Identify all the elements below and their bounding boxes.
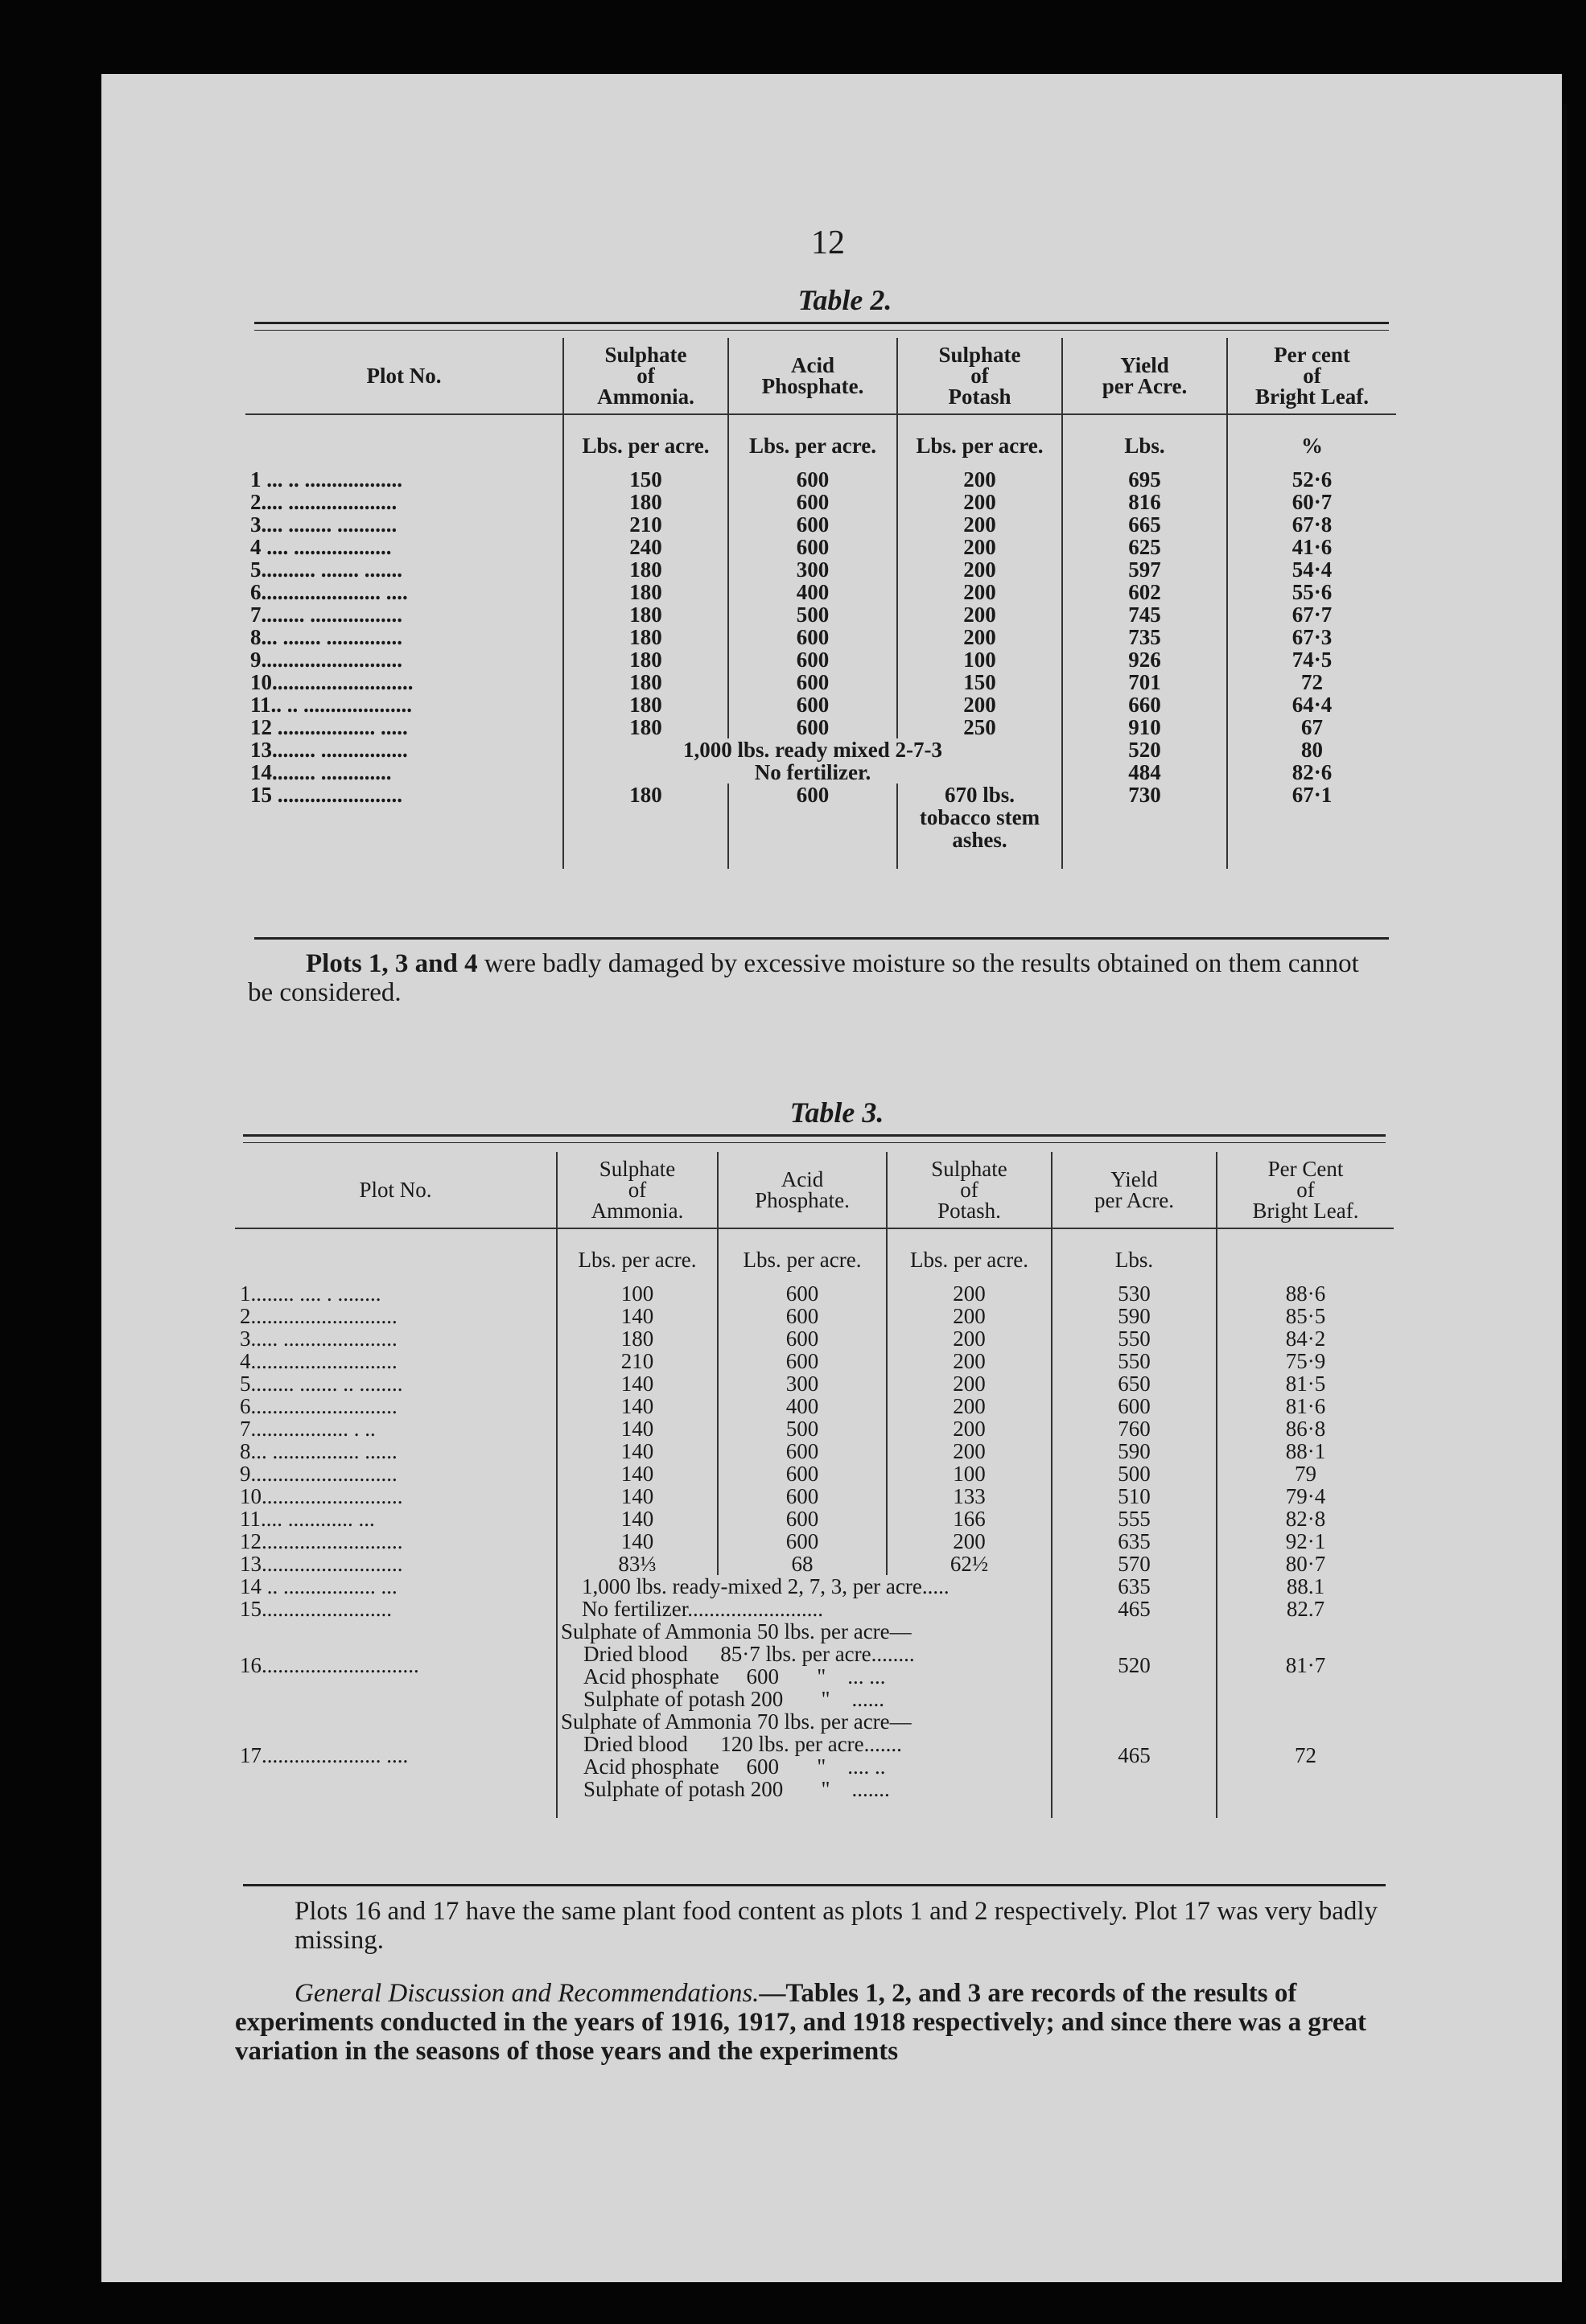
table3-note: Plots 16 and 17 have the same plant food content as plots 1 and 2 respectively. Plot 17 was very badly missing. (295, 1897, 1378, 1955)
table-cell: 15........................ (240, 1597, 392, 1621)
page-edge (1562, 105, 1567, 2260)
table-cell: 52·6 (1227, 468, 1396, 491)
fertilizer-line: Acid phosphate 600 " .... .. (583, 1754, 886, 1779)
table-cell: 180 (563, 491, 728, 513)
table-cell: 400 (718, 1395, 887, 1417)
table-cell: 14........ ............. (250, 760, 392, 784)
table-cell: 200 (897, 626, 1062, 648)
table-cell: 79·4 (1217, 1485, 1394, 1508)
table2-top-rule (254, 322, 1389, 324)
table-cell: 5........ ....... .. ........ (240, 1372, 403, 1396)
table-cell: 140 (557, 1485, 718, 1508)
table-cell: 602 (1062, 581, 1227, 603)
table-cell: 13........ ................ (250, 738, 408, 762)
table-cell: 16............................. (240, 1653, 419, 1677)
table-row (235, 1372, 1394, 1395)
table-row (235, 1305, 1394, 1327)
table-cell: 72 (1217, 1710, 1394, 1818)
table-cell: 200 (897, 603, 1062, 626)
table-cell: 10.......................... (240, 1484, 403, 1508)
table-cell: 600 (718, 1305, 887, 1327)
table-cell: 600 (728, 536, 897, 558)
table-row (245, 626, 1396, 648)
table-row (235, 1530, 1394, 1553)
table-cell: 570 (1052, 1553, 1217, 1575)
fertilizer-line: Dried blood 85·7 lbs. per acre........ (583, 1642, 915, 1666)
table-cell: 41·6 (1227, 536, 1396, 558)
table-row (245, 738, 1396, 761)
table-cell: 200 (897, 513, 1062, 536)
table-cell: 600 (728, 468, 897, 491)
table-cell: 6...................... .... (250, 580, 408, 604)
table-cell: 250 (897, 716, 1062, 738)
t3-header-potash: Sulphate of Potash. (887, 1152, 1052, 1228)
table-row (235, 1282, 1394, 1305)
table-cell: 67 (1227, 716, 1396, 738)
table-cell: 200 (887, 1440, 1052, 1462)
table-cell: 180 (563, 626, 728, 648)
table-row (235, 1395, 1394, 1417)
table-cell: 54·4 (1227, 558, 1396, 581)
table-cell: 200 (887, 1417, 1052, 1440)
table-cell: 400 (728, 581, 897, 603)
table-cell: 67·1 (1227, 784, 1396, 869)
table-cell: 500 (1052, 1462, 1217, 1485)
table-cell: 180 (563, 693, 728, 716)
t3-header-yield: Yield per Acre. (1052, 1152, 1217, 1228)
table-cell: 210 (557, 1350, 718, 1372)
t2-header-ammonia: Sulphate of Ammonia. (563, 338, 728, 414)
table-cell: 64·4 (1227, 693, 1396, 716)
table-row (245, 716, 1396, 738)
table2 (245, 338, 1396, 869)
fertilizer-line: Sulphate of potash 200 " ...... (583, 1687, 884, 1711)
table-cell: 735 (1062, 626, 1227, 648)
table-cell: 72 (1227, 671, 1396, 693)
table2-bottom-rule (254, 937, 1389, 940)
table-cell: 15 ....................... (250, 783, 402, 807)
table-cell: 12 .................. ..... (250, 715, 408, 739)
table-row (245, 603, 1396, 626)
table-cell: 140 (557, 1508, 718, 1530)
table-cell: 210 (563, 513, 728, 536)
table-cell: 484 (1062, 761, 1227, 784)
fertilizer-line: Sulphate of potash 200 " ....... (583, 1777, 890, 1801)
table-cell: 100 (897, 648, 1062, 671)
table-cell: 11.. .. .................... (250, 693, 413, 717)
table-cell: 550 (1052, 1350, 1217, 1372)
table-row (235, 1575, 1394, 1598)
table3-bottom-rule (243, 1884, 1386, 1886)
table-cell: 240 (563, 536, 728, 558)
table-cell: 625 (1062, 536, 1227, 558)
table-cell: 635 (1052, 1575, 1217, 1598)
table-row (235, 1508, 1394, 1530)
table-cell: 816 (1062, 491, 1227, 513)
t3-header-acid: Acid Phosphate. (718, 1152, 887, 1228)
table-cell: 88·6 (1217, 1282, 1394, 1305)
table-row (245, 468, 1396, 491)
table-cell: 660 (1062, 693, 1227, 716)
t2-header-plot: Plot No. (245, 338, 563, 414)
table-row (235, 1417, 1394, 1440)
t3-header-ammonia: Sulphate of Ammonia. (557, 1152, 718, 1228)
table-cell: 695 (1062, 468, 1227, 491)
table-cell: 75·9 (1217, 1350, 1394, 1372)
table-cell: 600 (718, 1462, 887, 1485)
table-cell: 140 (557, 1530, 718, 1553)
potash-line: ashes. (952, 828, 1007, 852)
table-cell: 600 (728, 513, 897, 536)
table-cell: 3.... ........ ........... (250, 512, 398, 537)
table-cell: 530 (1052, 1282, 1217, 1305)
table-cell: 600 (718, 1282, 887, 1305)
page-number: 12 (811, 224, 845, 261)
table-cell: 88.1 (1217, 1575, 1394, 1598)
table-cell: 5.......... ....... ....... (250, 557, 402, 582)
table2-top-rule-thin (254, 330, 1389, 331)
table-cell: 465 (1052, 1598, 1217, 1620)
table-cell: 555 (1052, 1508, 1217, 1530)
fertilizer-line: Acid phosphate 600 " ... ... (583, 1664, 886, 1688)
table-cell: 745 (1062, 603, 1227, 626)
table-row (245, 536, 1396, 558)
table-cell: 4 .... .................. (250, 535, 392, 559)
table-cell: 200 (887, 1395, 1052, 1417)
table2-note: Plots 1, 3 and 4 were badly damaged by excessive moisture so the results obtained on them cannot be considered. (248, 949, 1359, 1007)
table-cell: 180 (563, 671, 728, 693)
discussion-paragraph (235, 1979, 1378, 2066)
table2-caption: Table 2. (797, 284, 892, 316)
table-cell: 200 (887, 1530, 1052, 1553)
table-row (245, 693, 1396, 716)
table-cell: 150 (563, 468, 728, 491)
t2-header-yield: Yield per Acre. (1062, 338, 1227, 414)
table-cell: 7.................. . .. (240, 1417, 376, 1441)
table-cell: 3..... ..................... (240, 1327, 398, 1351)
table-cell: 465 (1052, 1710, 1217, 1818)
table-cell: 17...................... .... (240, 1743, 409, 1767)
table-cell-span: No fertilizer. (563, 761, 1062, 784)
potash-line: tobacco stem (919, 805, 1040, 829)
table-cell: 6........................... (240, 1394, 398, 1418)
table-cell: 2.... .................... (250, 490, 398, 514)
table-cell: 600 (718, 1530, 887, 1553)
table-cell: 80 (1227, 738, 1396, 761)
table-cell: 200 (897, 558, 1062, 581)
table-cell: 650 (1052, 1372, 1217, 1395)
table-cell: 600 (728, 693, 897, 716)
table-cell: 9.......................... (250, 648, 402, 672)
table3-top-rule (243, 1134, 1386, 1137)
table-cell: 180 (563, 558, 728, 581)
table-cell: 140 (557, 1372, 718, 1395)
table3-caption: Table 3. (789, 1096, 884, 1129)
table-cell: 100 (557, 1282, 718, 1305)
fertilizer-line: Sulphate of Ammonia 50 lbs. per acre— (561, 1619, 912, 1643)
potash-line: 670 lbs. (944, 783, 1015, 807)
table-cell: 92·1 (1217, 1530, 1394, 1553)
table-cell: 88·1 (1217, 1440, 1394, 1462)
table-cell: 180 (563, 784, 728, 869)
table-row (235, 1327, 1394, 1350)
table-cell: 68 (718, 1553, 887, 1575)
table-cell: 600 (728, 716, 897, 738)
table-cell: 926 (1062, 648, 1227, 671)
table-cell: 200 (887, 1327, 1052, 1350)
t2-header-potash: Sulphate of Potash (897, 338, 1062, 414)
table-cell: 600 (718, 1327, 887, 1350)
t3-header-plot: Plot No. (235, 1152, 557, 1228)
table-cell: 140 (557, 1440, 718, 1462)
table-cell: 9........................... (240, 1462, 398, 1486)
table-cell: 200 (897, 536, 1062, 558)
table-cell: 1 ... .. .................. (250, 467, 402, 492)
table-cell: 200 (897, 491, 1062, 513)
table-cell: 133 (887, 1485, 1052, 1508)
table-cell: 67·8 (1227, 513, 1396, 536)
table-cell: 635 (1052, 1530, 1217, 1553)
table-cell (897, 784, 1062, 869)
table-row (235, 1553, 1394, 1575)
table-cell-span: No fertilizer......................... (557, 1598, 1052, 1620)
table-cell: 500 (718, 1417, 887, 1440)
table-row (235, 1598, 1394, 1620)
table-cell: 140 (557, 1417, 718, 1440)
table-cell: 701 (1062, 671, 1227, 693)
table-cell: 600 (718, 1508, 887, 1530)
fertilizer-line: Sulphate of Ammonia 70 lbs. per acre— (561, 1709, 912, 1734)
table-row (235, 1462, 1394, 1485)
table-row (245, 761, 1396, 784)
table-cell: 600 (728, 626, 897, 648)
table-cell: 600 (728, 648, 897, 671)
table-row (235, 1350, 1394, 1372)
table-row (245, 648, 1396, 671)
table-cell: 81·5 (1217, 1372, 1394, 1395)
table-cell: 81·6 (1217, 1395, 1394, 1417)
table-cell: 180 (557, 1327, 718, 1350)
table-cell: 597 (1062, 558, 1227, 581)
table-cell-span: 1,000 lbs. ready mixed 2-7-3 (563, 738, 1062, 761)
table-cell: 600 (728, 784, 897, 869)
table-cell: 4........................... (240, 1349, 398, 1373)
table-cell: 7........ ................. (250, 603, 402, 627)
table3-top-rule-thin (243, 1142, 1386, 1143)
table-cell: 730 (1062, 784, 1227, 869)
table-cell: 600 (718, 1350, 887, 1372)
table-cell: 500 (728, 603, 897, 626)
table-cell: 590 (1052, 1305, 1217, 1327)
table-cell: 8... ................ ...... (240, 1439, 398, 1463)
table-cell: 86·8 (1217, 1417, 1394, 1440)
table-cell: 10.......................... (250, 670, 414, 694)
t3-unit-row: Lbs. per acre. Lbs. per acre. Lbs. per acre. Lbs. (235, 1228, 1394, 1282)
table-row (235, 1620, 1394, 1710)
table-cell: 8... ....... .............. (250, 625, 402, 649)
table-cell: 83⅓ (557, 1553, 718, 1575)
table-row (245, 513, 1396, 536)
table-cell: 520 (1052, 1620, 1217, 1710)
table-cell: 550 (1052, 1327, 1217, 1350)
table-cell: 85·5 (1217, 1305, 1394, 1327)
table-cell: 665 (1062, 513, 1227, 536)
table-cell: 100 (887, 1462, 1052, 1485)
table-cell: 67·3 (1227, 626, 1396, 648)
table-cell: 84·2 (1217, 1327, 1394, 1350)
table-cell: 180 (563, 581, 728, 603)
table3 (235, 1152, 1394, 1818)
table-cell: 140 (557, 1305, 718, 1327)
table-cell: 60·7 (1227, 491, 1396, 513)
table-cell: 600 (728, 491, 897, 513)
table-cell: 180 (563, 716, 728, 738)
t2-unit-row: Lbs. per acre. Lbs. per acre. Lbs. per acre. Lbs. % (245, 414, 1396, 468)
table-cell-span: 1,000 lbs. ready-mixed 2, 7, 3, per acre..... (557, 1575, 1052, 1598)
table-cell: 180 (563, 603, 728, 626)
table-cell: 12.......................... (240, 1529, 403, 1553)
table-cell: 62½ (887, 1553, 1052, 1575)
table-cell: 520 (1062, 738, 1227, 761)
table-cell: 600 (728, 671, 897, 693)
table-cell: 200 (897, 581, 1062, 603)
table-cell: 600 (718, 1485, 887, 1508)
table-row (245, 671, 1396, 693)
table-cell: 200 (887, 1350, 1052, 1372)
table-row (245, 491, 1396, 513)
table-row (235, 1485, 1394, 1508)
t2-header-acid: Acid Phosphate. (728, 338, 897, 414)
table-cell: 200 (897, 468, 1062, 491)
table-row (245, 784, 1396, 869)
table-cell: 166 (887, 1508, 1052, 1530)
table-cell: 80·7 (1217, 1553, 1394, 1575)
table-cell: 200 (887, 1305, 1052, 1327)
table-cell: 2........................... (240, 1304, 398, 1328)
discussion-title: General Discussion and Recommendations. (295, 1979, 760, 2008)
table-cell: 510 (1052, 1485, 1217, 1508)
table-cell: 67·7 (1227, 603, 1396, 626)
table-cell: 600 (1052, 1395, 1217, 1417)
table-cell-span (557, 1710, 1052, 1818)
table-cell: 140 (557, 1395, 718, 1417)
table-cell: 82·8 (1217, 1508, 1394, 1530)
table-cell: 300 (728, 558, 897, 581)
table-cell: 14 .. ................. ... (240, 1574, 398, 1598)
table-row (245, 581, 1396, 603)
table-row (235, 1440, 1394, 1462)
table-cell: 180 (563, 648, 728, 671)
table-cell: 200 (887, 1282, 1052, 1305)
table-cell: 1........ .... . ........ (240, 1281, 381, 1306)
table-cell: 590 (1052, 1440, 1217, 1462)
t3-header-bright: Per Cent of Bright Leaf. (1217, 1152, 1394, 1228)
table-cell: 140 (557, 1462, 718, 1485)
table-row (245, 558, 1396, 581)
table-row (235, 1710, 1394, 1818)
table-cell: 55·6 (1227, 581, 1396, 603)
table-cell: 13.......................... (240, 1552, 403, 1576)
table-cell: 11.... ............ ... (240, 1507, 375, 1531)
table-cell: 82·6 (1227, 761, 1396, 784)
table-cell: 760 (1052, 1417, 1217, 1440)
table-cell: 200 (887, 1372, 1052, 1395)
table-cell: 200 (897, 693, 1062, 716)
table-cell: 910 (1062, 716, 1227, 738)
table-cell: 79 (1217, 1462, 1394, 1485)
table-cell: 600 (718, 1440, 887, 1462)
discussion-text: —Tables 1, 2, and 3 are records of the results of experiments conducted in the years of 1916, 1917, and 1918 respectively; and since there was a great variation in the seasons of those years and the experiments (235, 1979, 1367, 2066)
table-cell: 150 (897, 671, 1062, 693)
table-cell: 81·7 (1217, 1620, 1394, 1710)
fertilizer-line: Dried blood 120 lbs. per acre....... (583, 1732, 902, 1756)
t2-header-bright: Per cent of Bright Leaf. (1227, 338, 1396, 414)
table-cell-span (557, 1620, 1052, 1710)
table-cell: 82.7 (1217, 1598, 1394, 1620)
table-cell: 74·5 (1227, 648, 1396, 671)
table-cell: 300 (718, 1372, 887, 1395)
